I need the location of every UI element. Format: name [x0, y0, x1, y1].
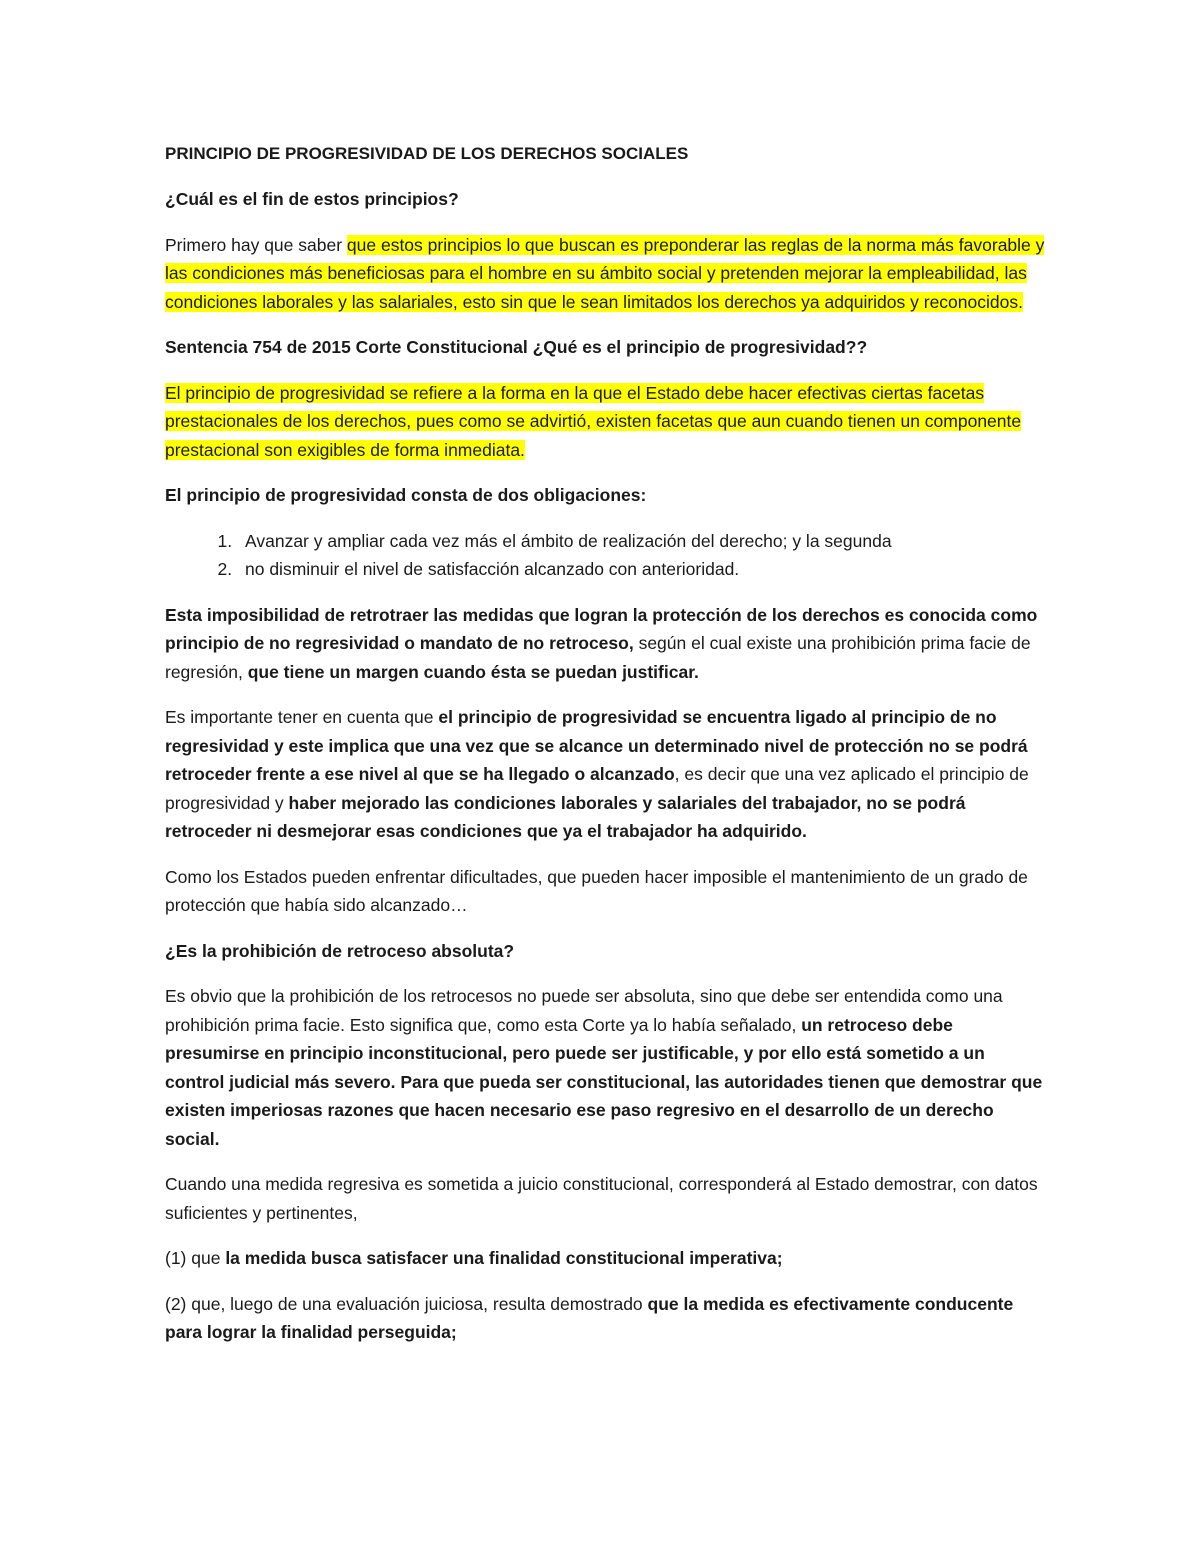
document-body: [165, 140, 1045, 1364]
heading-obligations: El principio de progresividad consta de dos obligaciones:: [165, 485, 647, 505]
bold-text: no se podrá retroceder ni desmejorar esas condiciones que ya el trabajador ha adquirido.: [165, 792, 966, 841]
paragraph-condition-2: [165, 1290, 1045, 1347]
bold-text: un retroceso debe presumirse en principio inconstitucional, pero puede ser justificable, y por ello está sometido a un control judicial más severo. Para que pueda ser constitucional, las autoridades tienen que demostrar que existen imperiosas razones que hacen necesario ese paso regresivo en el desarrollo de un derecho social.: [165, 1014, 1043, 1149]
paragraph-text: (1) que: [165, 1248, 226, 1268]
question-heading-sentencia: Sentencia 754 de 2015 Corte Constitucional ¿Qué es el principio de progresividad??: [165, 337, 868, 357]
bold-text: Esta imposibilidad de retrotraer las medidas que logran la protección de los derechos es conocida como principio de no regresividad o mandato de no retroceso,: [165, 604, 1038, 653]
question-heading-purpose: ¿Cuál es el fin de estos principios?: [165, 189, 459, 209]
paragraph-text: Primero hay que saber: [165, 234, 347, 255]
paragraph-no-regresividad: [165, 601, 1045, 687]
paragraph-purpose: [165, 231, 1045, 317]
paragraph-importance: [165, 703, 1045, 846]
list-item: 1. Avanzar y ampliar cada vez más el ámbito de realización del derecho; y la segunda: [237, 527, 1045, 556]
bold-text: haber mejorado las condiciones laborales y salariales del trabajador,: [288, 792, 862, 813]
paragraph-text: , es decir que una vez aplicado el principio de progresividad y: [165, 764, 1029, 813]
obligations-list: [165, 527, 1045, 584]
bold-text: la medida busca satisfacer una finalidad constitucional imperativa;: [225, 1248, 783, 1268]
paragraph-condition-1: [165, 1244, 1045, 1273]
highlighted-text: que estos principios lo que buscan es preponderar las reglas de la norma más favorable y las condiciones más beneficiosas para el hombre en su ámbito social y pretenden mejorar la empleabilidad, las condiciones laborales y las salariales, esto sin que le sean limitados los derechos ya adquiridos y reconocidos.: [165, 234, 1045, 312]
bold-text: que la medida es efectivamente conducente para lograr la finalidad perseguida;: [165, 1293, 1014, 1342]
paragraph-text: Es importante tener en cuenta que: [165, 707, 439, 727]
paragraph-text: según el cual existe una prohibición prima facie de regresión,: [165, 633, 1031, 682]
bold-text: el principio de progresividad se encuentra ligado al principio de no regresividad y este implica que una vez que se alcance un determinado nivel de protección no se podrá retroceder frente a ese nivel al que se ha llegado o alcanzado: [165, 707, 1028, 784]
paragraph-text: (2) que, luego de una evaluación juiciosa, resulta demostrado: [165, 1293, 648, 1314]
paragraph-definition: [165, 379, 1045, 465]
question-heading-absolute: ¿Es la prohibición de retroceso absoluta?: [165, 940, 515, 961]
highlighted-text: El principio de progresividad se refiere a la forma en la que el Estado debe hacer efectivas ciertas facetas prestacionales de los derechos, pues como se advirtió, existen facetas que aun cuando tienen un componente prestacional son exigibles de forma inmediata.: [165, 382, 1022, 460]
document-title: PRINCIPIO DE PROGRESIVIDAD DE LOS DERECHOS SOCIALES: [165, 144, 689, 163]
paragraph-regressive-measure: Cuando una medida regresiva es sometida a juicio constitucional, corresponderá al Estado demostrar, con datos suficientes y pertinentes,: [165, 1174, 1038, 1223]
bold-text: que tiene un margen cuando ésta se puedan justificar.: [247, 661, 699, 682]
paragraph-states: Como los Estados pueden enfrentar dificultades, que pueden hacer imposible el mantenimiento de un grado de protección que había sido alcanzado…: [165, 866, 1028, 915]
list-item: 2. no disminuir el nivel de satisfacción alcanzado con anterioridad.: [237, 555, 1045, 584]
paragraph-text: Es obvio que la prohibición de los retrocesos no puede ser absoluta, sino que debe ser entendida como una prohibición prima facie. Esto significa que, como esta Corte ya lo había señalado,: [165, 986, 1003, 1035]
paragraph-not-absolute: [165, 982, 1045, 1153]
